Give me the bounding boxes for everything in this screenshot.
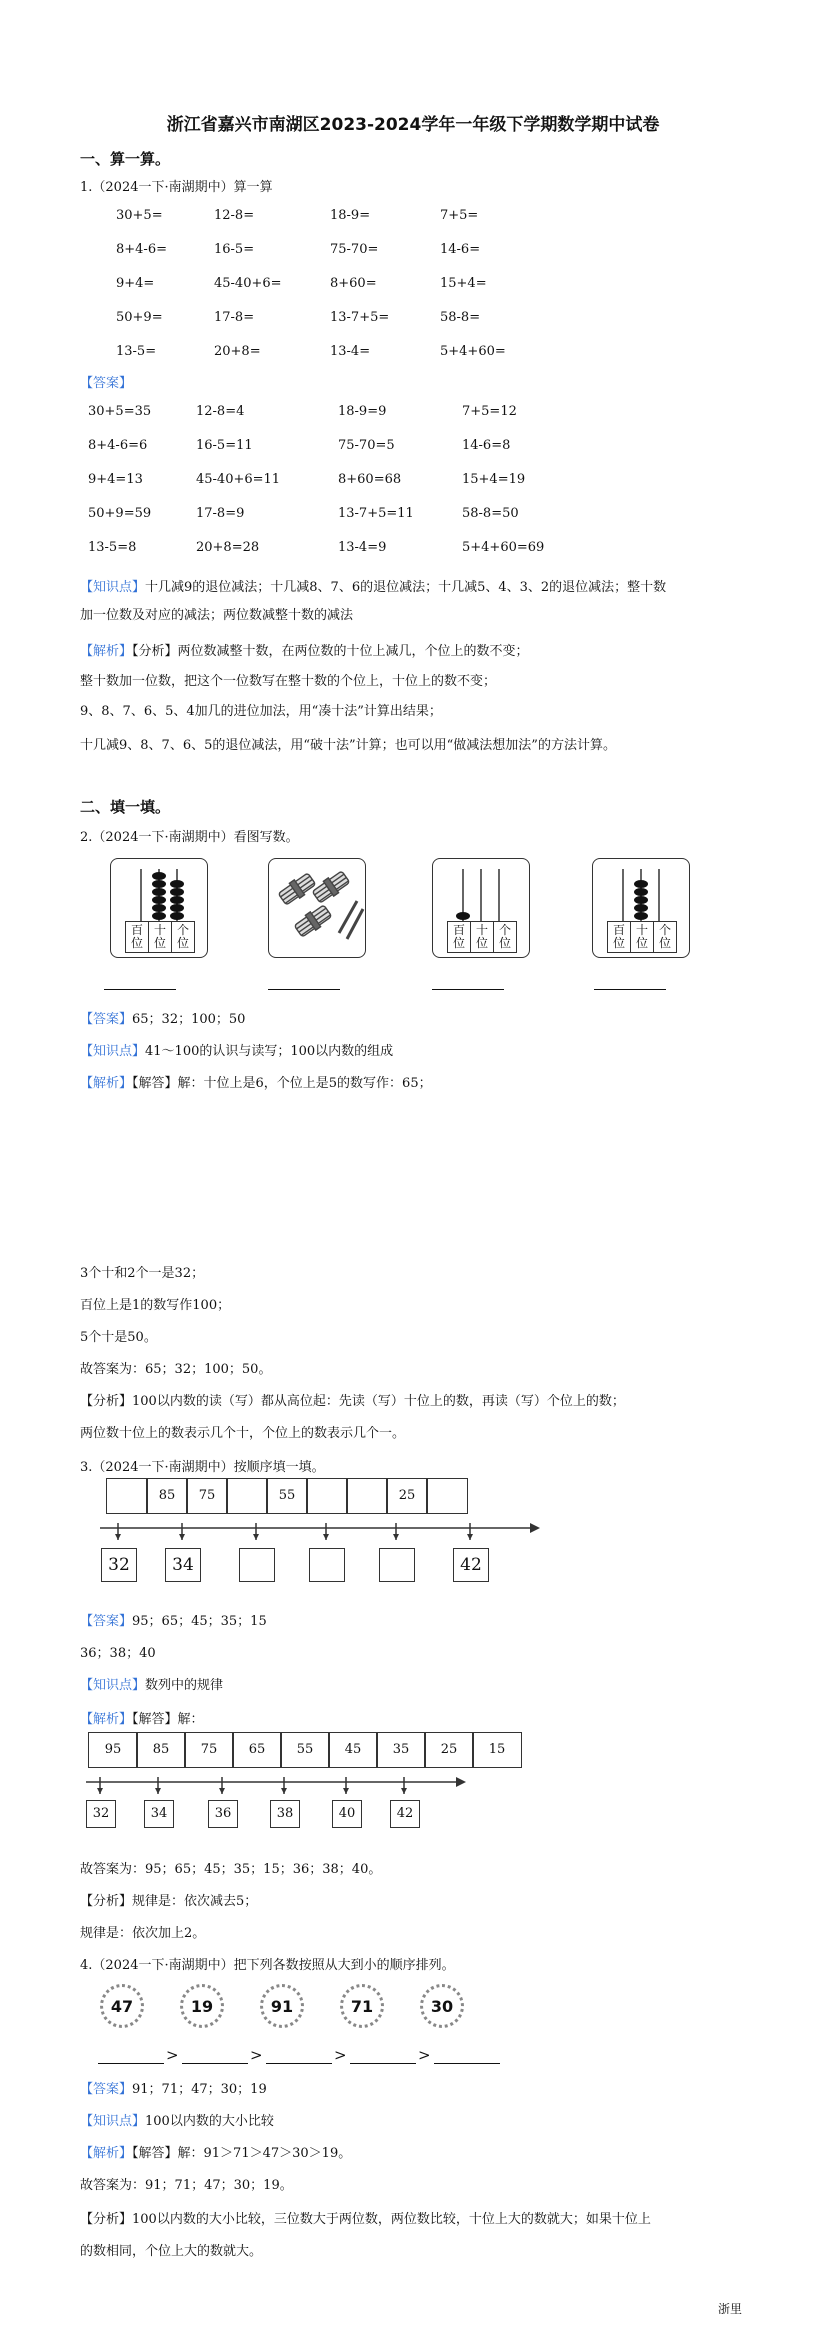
q1-problems-item: 14-6= xyxy=(440,242,481,257)
order-blank[interactable] xyxy=(350,2062,416,2064)
abacus-bead xyxy=(634,888,648,896)
q1-problems-item: 8+60= xyxy=(330,276,377,291)
q1-analysis-line3: 9、8、7、6、5、4加几的进位加法，用“凑十法”计算出结果； xyxy=(80,704,442,719)
sequence-cell: 75 xyxy=(184,1732,234,1768)
q1-answers-item: 15+4=19 xyxy=(462,472,526,487)
q1-answers-item: 13-5=8 xyxy=(88,540,137,555)
q3-analysis-tag: 【解析】 xyxy=(80,1712,133,1727)
abacus-bead xyxy=(170,904,184,912)
number-line-arrow xyxy=(179,1534,185,1540)
q2-analysis-line4: 5个十是50。 xyxy=(80,1330,157,1345)
q2-answer xyxy=(80,1008,245,1027)
page-title: 浙江省嘉兴市南湖区2023-2024学年一年级下学期数学期中试卷 xyxy=(166,115,660,135)
q3-analysis-line2: 故答案为：95；65；45；35；15；36；38；40。 xyxy=(80,1862,382,1877)
q3-analysis xyxy=(80,1708,204,1727)
q1-answers-item: 17-8=9 xyxy=(196,506,245,521)
q3-answer-line2: 36；38；40 xyxy=(80,1646,156,1661)
section-1-heading: 一、算一算。 xyxy=(80,150,171,168)
sequence-cell[interactable] xyxy=(426,1478,468,1514)
q2-stem xyxy=(80,826,299,845)
abacus-bead xyxy=(152,880,166,888)
q1-problems-item: 58-8= xyxy=(440,310,481,325)
q2-blank-3[interactable] xyxy=(432,988,504,990)
q3-number: 3. xyxy=(80,1460,93,1475)
page-footer: 浙里 xyxy=(718,2302,743,2316)
q2-abacus-100 xyxy=(432,858,530,958)
sequence-cell: 65 xyxy=(232,1732,282,1768)
q1-problems-item: 7+5= xyxy=(440,208,479,223)
q1-problems-item: 12-8= xyxy=(214,208,255,223)
sequence-cell: 55 xyxy=(266,1478,308,1514)
q1-source: （2024一下·南湖期中） xyxy=(92,180,234,195)
q2-blank-1[interactable] xyxy=(104,988,176,990)
q1-answers-item: 5+4+60=69 xyxy=(462,540,545,555)
number-box[interactable] xyxy=(239,1548,275,1582)
q4-stem xyxy=(80,1954,455,1973)
q3-number-line xyxy=(100,1520,540,1540)
q1-answers-item: 16-5=11 xyxy=(196,438,253,453)
abacus-bead xyxy=(152,888,166,896)
q1-problems-item: 5+4+60= xyxy=(440,344,506,359)
place-labels xyxy=(607,921,677,953)
q1-problems-item: 13-7+5= xyxy=(330,310,390,325)
place-label: 个位 xyxy=(493,922,516,952)
q1-problems-item: 75-70= xyxy=(330,242,379,257)
place-label: 百位 xyxy=(452,923,465,950)
sequence-cell[interactable] xyxy=(226,1478,268,1514)
q1-problems-item: 30+5= xyxy=(116,208,163,223)
q2-analysis-line3: 百位上是1的数写作100； xyxy=(80,1298,231,1313)
q4-analysis-line2: 故答案为：91；71；47；30；19。 xyxy=(80,2178,293,2193)
abacus-bead xyxy=(634,896,648,904)
order-blank[interactable] xyxy=(434,2062,500,2064)
q1-answers-item: 9+4=13 xyxy=(88,472,143,487)
number-line-arrow xyxy=(323,1534,329,1540)
section-2-heading: 二、填一填。 xyxy=(80,798,171,816)
q4-number: 4. xyxy=(80,1958,93,1973)
number-line-arrow xyxy=(343,1788,349,1794)
q1-answers-item: 20+8=28 xyxy=(196,540,260,555)
order-blank[interactable] xyxy=(98,2062,164,2064)
q2-blank-4[interactable] xyxy=(594,988,666,990)
place-label: 个位 xyxy=(653,922,676,952)
q1-answers-item: 18-9=9 xyxy=(338,404,387,419)
q1-problems-item: 8+4-6= xyxy=(116,242,167,257)
q3-stem xyxy=(80,1456,325,1475)
number-flower: 19 xyxy=(180,1984,224,2028)
q2-knowledge-text: 41～100的认识与读写；100以内数的组成 xyxy=(145,1044,394,1059)
q2-abacus-65 xyxy=(110,858,208,958)
q1-answer-tag: 【答案】 xyxy=(80,376,133,391)
q1-knowledge-tag: 【知识点】 xyxy=(80,580,146,595)
sequence-cell: 85 xyxy=(136,1732,186,1768)
q4-analysis-line3: 【分析】100以内数的大小比较，三位数大于两位数，两位数比较，十位上大的数就大；如果十位上 xyxy=(80,2212,651,2227)
q2-analysis xyxy=(80,1072,432,1091)
q1-analysis-line2: 整十数加一位数，把这个一位数写在整十数的个位上，十位上的数不变； xyxy=(80,674,497,689)
sequence-cell: 95 xyxy=(88,1732,138,1768)
abacus-bead xyxy=(634,912,648,920)
q1-answers-item: 13-4=9 xyxy=(338,540,387,555)
abacus-bead xyxy=(634,904,648,912)
number-box: 32 xyxy=(86,1800,116,1828)
q3-box-row xyxy=(100,1548,540,1588)
number-line-arrow xyxy=(281,1788,287,1794)
number-line-arrow xyxy=(97,1788,103,1794)
q1-answers-item: 14-6=8 xyxy=(462,438,511,453)
greater-than-sign: > xyxy=(334,2046,347,2064)
q2-blank-2[interactable] xyxy=(268,988,340,990)
number-box: 34 xyxy=(165,1548,201,1582)
abacus-bead xyxy=(170,912,184,920)
q3-solved-number-line xyxy=(86,1774,466,1794)
q3-solved-sequence-row xyxy=(88,1732,538,1768)
number-flower: 91 xyxy=(260,1984,304,2028)
q1-problems-item: 13-4= xyxy=(330,344,371,359)
abacus-bead xyxy=(152,904,166,912)
place-label: 十位 xyxy=(148,922,171,952)
q1-answers-item: 58-8=50 xyxy=(462,506,519,521)
q4-analysis xyxy=(80,2142,351,2161)
q3-answer-tag: 【答案】 xyxy=(80,1614,133,1629)
q2-analysis-tag: 【解析】 xyxy=(80,1076,133,1091)
number-box: 42 xyxy=(453,1548,489,1582)
q1-problems-item: 20+8= xyxy=(214,344,261,359)
q2-analysis-line6: 【分析】100以内数的读（写）都从高位起：先读（写）十位上的数，再读（写）个位上的数； xyxy=(80,1394,625,1409)
q2-knowledge-tag: 【知识点】 xyxy=(80,1044,146,1059)
q1-number: 1. xyxy=(80,180,93,195)
sequence-cell: 25 xyxy=(386,1478,428,1514)
q1-stem xyxy=(80,176,273,195)
q4-source: （2024一下·南湖期中） xyxy=(92,1958,234,1973)
place-label: 百位 xyxy=(612,923,625,950)
number-box[interactable] xyxy=(309,1548,345,1582)
q1-answers-item: 50+9=59 xyxy=(88,506,152,521)
sequence-cell[interactable] xyxy=(346,1478,388,1514)
q4-analysis-line1: 【解答】解：91＞71＞47＞30＞19。 xyxy=(132,2146,352,2161)
sequence-cell: 75 xyxy=(186,1478,228,1514)
q4-ordering-blanks xyxy=(98,2040,538,2070)
q1-problems-item: 17-8= xyxy=(214,310,255,325)
q1-problems-item: 18-9= xyxy=(330,208,371,223)
number-line-arrow xyxy=(467,1534,473,1540)
q3-knowledge xyxy=(80,1674,223,1693)
number-line-arrow xyxy=(253,1534,259,1540)
q4-analysis-tag: 【解析】 xyxy=(80,2146,133,2161)
q3-answer xyxy=(80,1610,267,1629)
q1-answers-item: 30+5=35 xyxy=(88,404,152,419)
q3-analysis-line3: 【分析】规律是：依次减去5； xyxy=(80,1894,258,1909)
sequence-cell: 55 xyxy=(280,1732,330,1768)
q1-knowledge xyxy=(80,576,666,595)
q1-problems-item: 50+9= xyxy=(116,310,163,325)
q2-answer-text: 65；32；100；50 xyxy=(132,1012,246,1027)
number-box: 32 xyxy=(101,1548,137,1582)
sequence-cell[interactable] xyxy=(106,1478,148,1514)
q1-knowledge-line1: 十几减9的退位减法；十几减8、7、6的退位减法；十几减5、4、3、2的退位减法；整十数 xyxy=(145,580,667,595)
number-box: 34 xyxy=(144,1800,174,1828)
q1-answers-item: 8+60=68 xyxy=(338,472,402,487)
sequence-cell: 25 xyxy=(424,1732,474,1768)
q1-text: 算一算 xyxy=(233,180,273,195)
sequence-cell: 15 xyxy=(472,1732,522,1768)
q3-text: 按顺序填一填。 xyxy=(233,1460,325,1475)
q2-abacus-50 xyxy=(592,858,690,958)
number-box: 42 xyxy=(390,1800,420,1828)
q1-answers-item: 7+5=12 xyxy=(462,404,517,419)
q3-knowledge-tag: 【知识点】 xyxy=(80,1678,146,1693)
number-flower: 30 xyxy=(420,1984,464,2028)
number-flower: 71 xyxy=(340,1984,384,2028)
q3-analysis-line1: 【解答】解： xyxy=(132,1712,204,1727)
number-box[interactable] xyxy=(379,1548,415,1582)
abacus-bead xyxy=(170,888,184,896)
q2-analysis-line2: 3个十和2个一是32； xyxy=(80,1266,205,1281)
q1-analysis-line1: 【分析】两位数减整十数，在两位数的十位上减几，个位上的数不变； xyxy=(132,644,529,659)
q4-answer xyxy=(80,2078,267,2097)
place-labels xyxy=(447,921,517,953)
q4-knowledge-text: 100以内数的大小比较 xyxy=(145,2114,274,2129)
q1-problems-item: 13-5= xyxy=(116,344,157,359)
q1-analysis-line4: 十几减9、8、7、6、5的退位减法，用“破十法”计算；也可以用“做减法想加法”的方法计算。 xyxy=(80,738,616,753)
q2-answer-tag: 【答案】 xyxy=(80,1012,133,1027)
number-box: 38 xyxy=(270,1800,300,1828)
sequence-cell[interactable] xyxy=(306,1478,348,1514)
abacus-bead xyxy=(170,880,184,888)
q2-text: 看图写数。 xyxy=(233,830,299,845)
sequence-cell: 35 xyxy=(376,1732,426,1768)
q4-knowledge xyxy=(80,2110,274,2129)
place-label: 百位 xyxy=(130,923,143,950)
sequence-cell: 85 xyxy=(146,1478,188,1514)
place-label: 十位 xyxy=(470,922,493,952)
number-line-arrow xyxy=(115,1534,121,1540)
greater-than-sign: > xyxy=(418,2046,431,2064)
q2-source: （2024一下·南湖期中） xyxy=(92,830,234,845)
q1-answers-item: 12-8=4 xyxy=(196,404,245,419)
greater-than-sign: > xyxy=(250,2046,263,2064)
q3-solved-box-row xyxy=(86,1800,466,1836)
number-line-arrow xyxy=(155,1788,161,1794)
order-blank[interactable] xyxy=(266,2062,332,2064)
q1-analysis-tag: 【解析】 xyxy=(80,644,133,659)
q4-answer-tag: 【答案】 xyxy=(80,2082,133,2097)
q3-sequence-row xyxy=(106,1478,470,1514)
q1-analysis xyxy=(80,640,529,659)
q4-text: 把下列各数按照从大到小的顺序排列。 xyxy=(233,1958,455,1973)
q3-answer-line1: 95；65；45；35；15 xyxy=(132,1614,267,1629)
place-labels xyxy=(125,921,195,953)
sequence-cell: 45 xyxy=(328,1732,378,1768)
q2-bundles-32 xyxy=(268,858,366,958)
place-label: 十位 xyxy=(630,922,653,952)
q1-answers-item: 13-7+5=11 xyxy=(338,506,414,521)
number-flower: 47 xyxy=(100,1984,144,2028)
q4-analysis-line4: 的数相同，个位上大的数就大。 xyxy=(80,2244,263,2259)
q4-number-flowers xyxy=(100,1984,520,2034)
q1-answers-item: 8+4-6=6 xyxy=(88,438,148,453)
abacus-bead xyxy=(152,912,166,920)
q2-knowledge xyxy=(80,1040,393,1059)
abacus-bead xyxy=(152,872,166,880)
q1-answers-item: 45-40+6=11 xyxy=(196,472,281,487)
q2-analysis-line7: 两位数十位上的数表示几个十，个位上的数表示几个一。 xyxy=(80,1426,406,1441)
q2-analysis-line1: 【解答】解：十位上是6，个位上是5的数写作：65； xyxy=(132,1076,432,1091)
order-blank[interactable] xyxy=(182,2062,248,2064)
q1-answers-item: 75-70=5 xyxy=(338,438,395,453)
q1-knowledge-line2: 加一位数及对应的减法；两位数减整十数的减法 xyxy=(80,608,354,623)
abacus-bead xyxy=(152,896,166,904)
abacus-bead xyxy=(170,896,184,904)
number-line-arrow xyxy=(219,1788,225,1794)
q3-source: （2024一下·南湖期中） xyxy=(92,1460,234,1475)
q1-problems-item: 15+4= xyxy=(440,276,487,291)
q1-problems-item: 9+4= xyxy=(116,276,155,291)
number-line-arrow xyxy=(393,1534,399,1540)
q3-analysis-line4: 规律是：依次加上2。 xyxy=(80,1926,206,1941)
number-box: 36 xyxy=(208,1800,238,1828)
q2-number: 2. xyxy=(80,830,93,845)
number-line-arrow xyxy=(401,1788,407,1794)
greater-than-sign: > xyxy=(166,2046,179,2064)
number-box: 40 xyxy=(332,1800,362,1828)
stick-bundles-graphic xyxy=(269,859,365,957)
q4-answer-text: 91；71；47；30；19 xyxy=(132,2082,267,2097)
abacus-bead xyxy=(634,880,648,888)
q3-knowledge-text: 数列中的规律 xyxy=(145,1678,224,1693)
place-label: 个位 xyxy=(171,922,194,952)
q1-problems-item: 45-40+6= xyxy=(214,276,282,291)
q4-knowledge-tag: 【知识点】 xyxy=(80,2114,146,2129)
q2-analysis-line5: 故答案为：65；32；100；50。 xyxy=(80,1362,272,1377)
q1-problems-item: 16-5= xyxy=(214,242,255,257)
